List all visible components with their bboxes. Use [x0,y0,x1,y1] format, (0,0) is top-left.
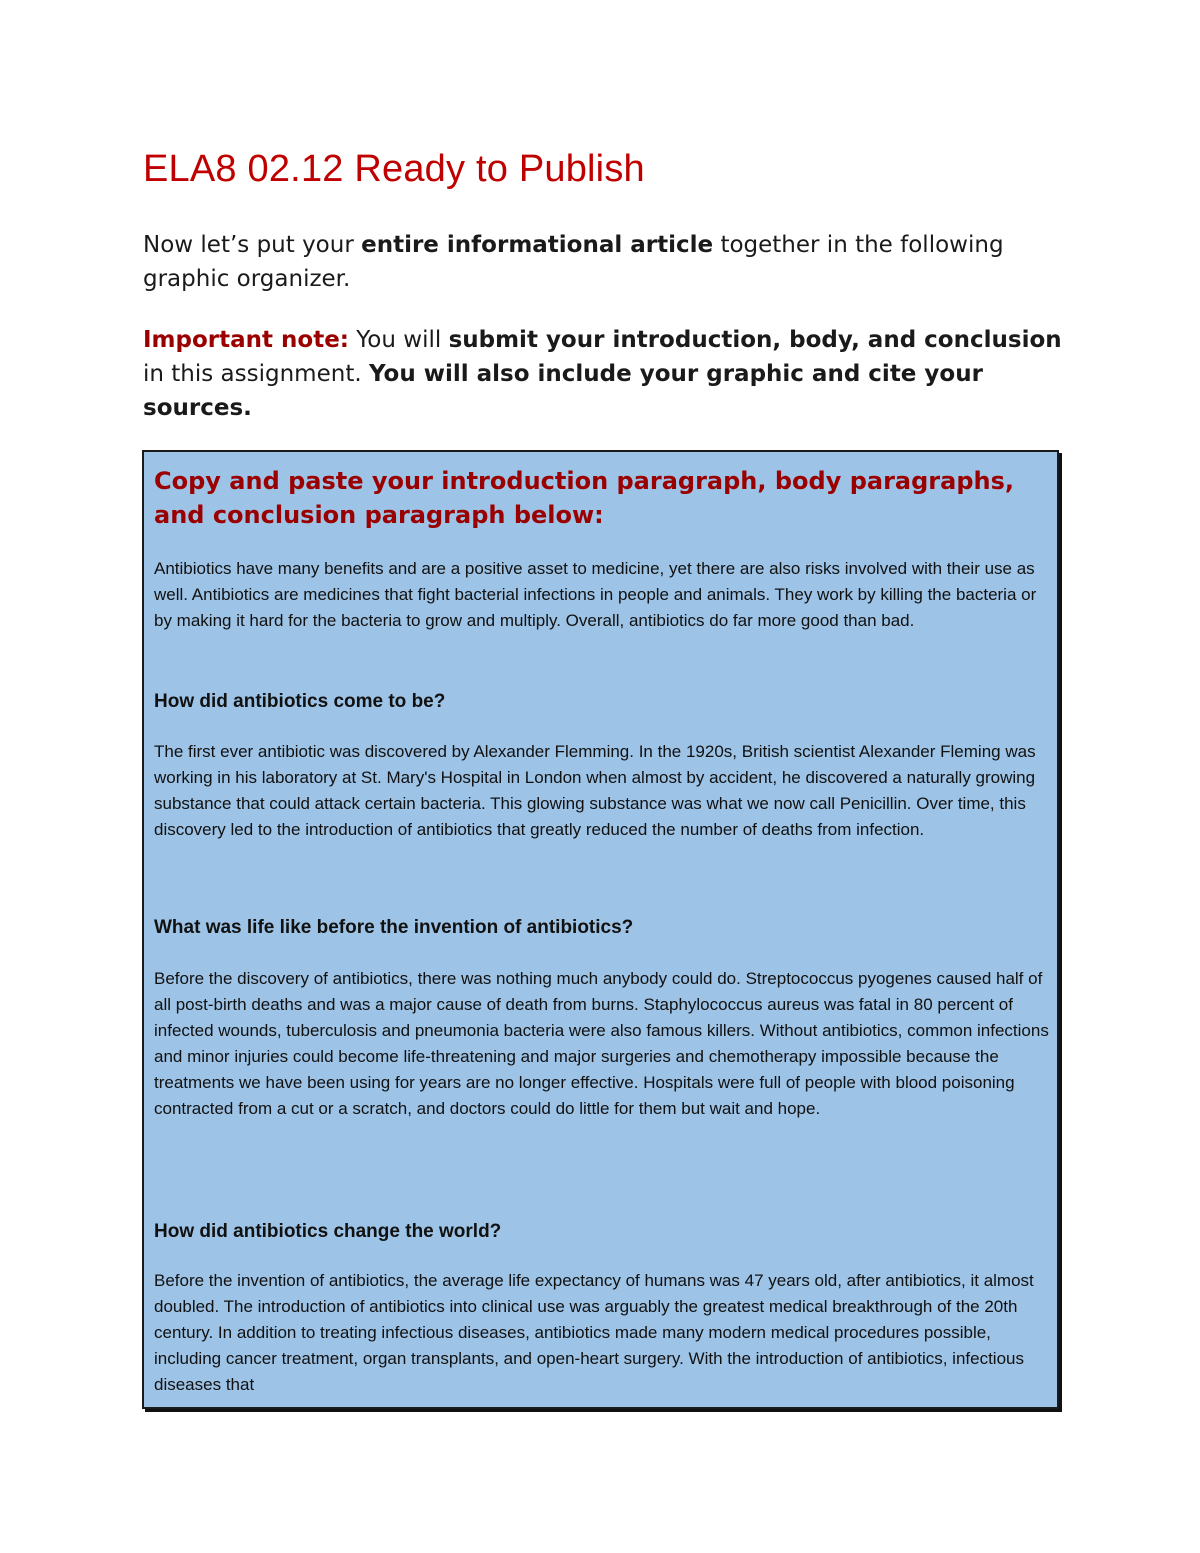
section-heading: What was life like before the invention of antibiotics? [154,917,634,938]
note-text-2: in this assignment. [143,361,369,387]
intro-text-2: together in the following graphic organizer. [143,232,1004,292]
intro-instruction [143,228,1073,296]
graphic-organizer-box [142,450,1059,1409]
section-paragraph: Before the discovery of antibiotics, there was nothing much anybody could do. Streptococcus pyogenes caused half of all post-birth deaths and was a major cause of death from burns. Staphylococcus aureus was fatal in 80 percent of infected wounds, tuberculosis and pneumonia bacteria were also famous killers. Without antibiotics, common infections and minor injuries could become life-threatening and major surgeries and chemotherapy impossible because the treatments we have been using for years are no longer effective. Hospitals were full of people with blood poisoning contracted from a cut or a scratch, and doctors could do little for them but wait and hope. [154,969,1049,1118]
section-paragraph: The first ever antibiotic was discovered by Alexander Flemming. In the 1920s, British scientist Alexander Fleming was working in his laboratory at St. Mary's Hospital in London when almost by accident, he discovered a naturally growing substance that could attack certain bacteria. This glowing substance was what we now call Penicillin. Over time, this discovery led to the introduction of antibiotics that greatly reduced the number of deaths from infection. [154,742,1036,839]
organizer-header: Copy and paste your introduction paragraph, body paragraphs, and conclusion paragraph below: [154,467,1014,529]
note-emphasis-1: submit your introduction, body, and conclusion [448,327,1062,353]
section-heading: How did antibiotics come to be? [154,691,446,712]
important-note-label: Important note: [143,327,349,353]
introduction-paragraph: Antibiotics have many benefits and are a positive asset to medicine, yet there are also risks involved with their use as well. Antibiotics are medicines that fight bacterial infections in people and animals. They work by killing the bacteria or by making it hard for the bacteria to grow and multiply. Overall, antibiotics do far more good than bad. [154,559,1037,630]
section-paragraph: Before the invention of antibiotics, the average life expectancy of humans was 47 years old, after antibiotics, it almost doubled. The introduction of antibiotics into clinical use was arguably the greatest medical breakthrough of the 20th century. In addition to treating infectious diseases, antibiotics made many modern medical procedures possible, including cancer treatment, organ transplants, and open-heart surgery. With the introduction of antibiotics, infectious diseases that [154,1271,1034,1394]
page-title: ELA8 02.12 Ready to Publish [143,148,645,190]
intro-emphasis: entire informational article [361,232,714,258]
note-emphasis-2: You will also include your graphic and cite your sources. [143,361,983,421]
important-note [143,323,1073,425]
section-heading: How did antibiotics change the world? [154,1221,502,1242]
intro-text-1: Now let’s put your [143,232,362,258]
note-text-1: You will [349,327,449,353]
